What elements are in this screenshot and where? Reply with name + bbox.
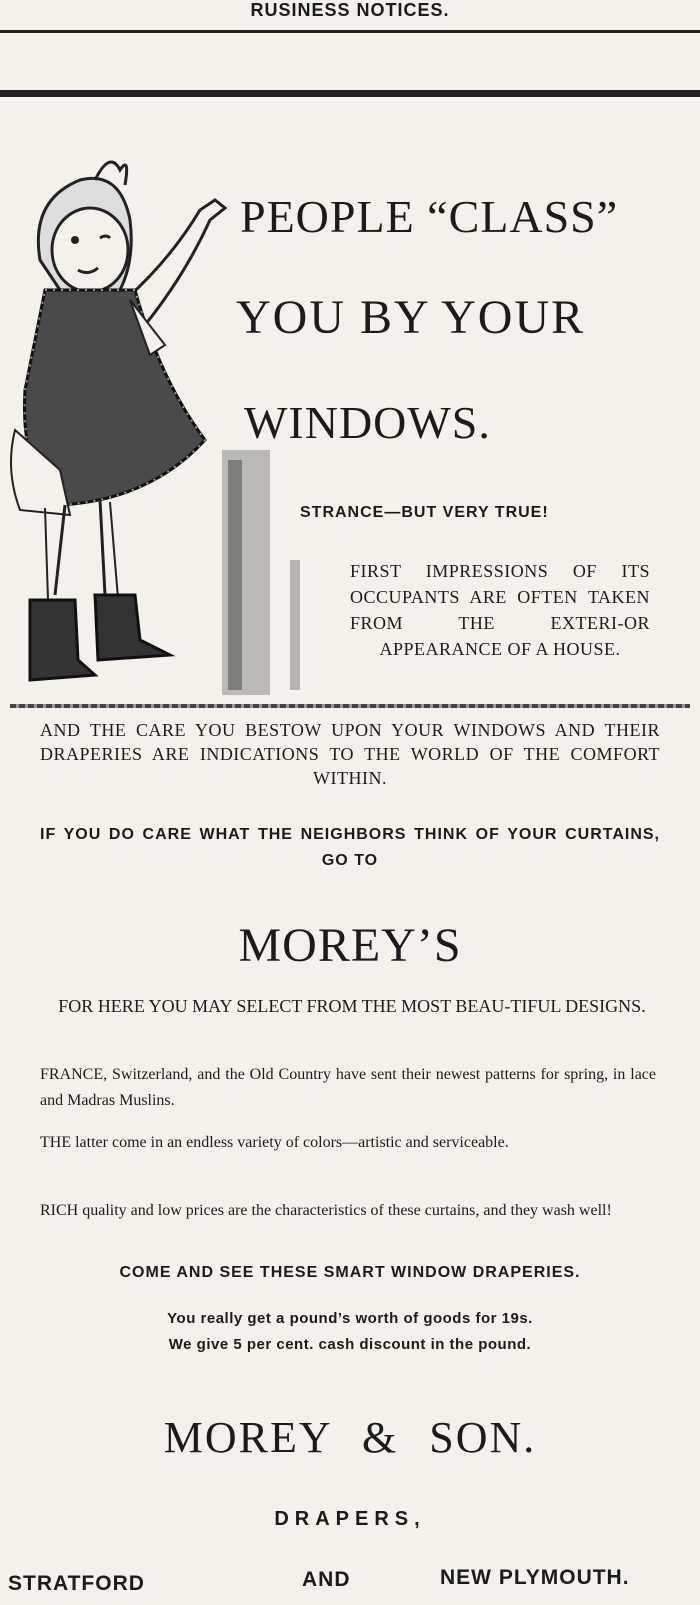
offer-line-2: We give 5 per cent. cash discount in the pound. — [168, 1336, 532, 1353]
illustration-divider — [10, 704, 690, 708]
offer-line-1: You really get a pound’s worth of goods for 19s. — [167, 1310, 533, 1327]
care-paragraph: AND THE CARE YOU BESTOW UPON YOUR WINDOWS AND THEIR DRAPERIES ARE INDICATIONS TO THE WORLD OF THE COMFORT WITHIN. — [40, 720, 660, 788]
location-joiner: AND — [302, 1568, 351, 1591]
location-new-plymouth: NEW PLYMOUTH. — [440, 1566, 630, 1589]
location-stratford: STRATFORD — [8, 1572, 145, 1595]
headline-line-1: PEOPLE “CLASS” — [240, 191, 619, 242]
section-header: RUSINESS NOTICES. — [250, 0, 450, 20]
select-paragraph: FOR HERE YOU MAY SELECT FROM THE MOST BEAU-TIFUL DESIGNS. — [58, 996, 646, 1016]
headline-line-2: YOU BY YOUR — [236, 291, 586, 344]
impressions-paragraph: FIRST IMPRESSIONS OF ITS OCCUPANTS ARE OFTEN TAKEN FROM THE EXTERI-OR APPEARANCE OF A HOUSE. — [350, 561, 650, 659]
trade-label: DRAPERS, — [274, 1508, 426, 1530]
call-to-action: COME AND SEE THESE SMART WINDOW DRAPERIES. — [119, 1264, 581, 1281]
firm-name: MOREY & SON. — [163, 1413, 537, 1462]
neighbors-paragraph: IF YOU DO CARE WHAT THE NEIGHBORS THINK OF YOUR CURTAINS, GO TO — [40, 826, 660, 869]
paragraph-rich: RICH quality and low prices are the characteristics of these curtains, and they wash well! — [40, 1202, 612, 1219]
subheading: STRANCE—BUT VERY TRUE! — [300, 504, 549, 521]
paragraph-france: FRANCE, Switzerland, and the Old Country have sent their newest patterns for spring, in lace and Madras Muslins. — [40, 1066, 656, 1109]
headline-line-3: WINDOWS. — [244, 397, 491, 448]
top-border-rule — [0, 90, 700, 97]
store-name: MOREY’S — [238, 919, 462, 972]
header-rule — [0, 30, 700, 33]
paragraph-latter: THE latter come in an endless variety of colors—artistic and serviceable. — [40, 1134, 509, 1151]
